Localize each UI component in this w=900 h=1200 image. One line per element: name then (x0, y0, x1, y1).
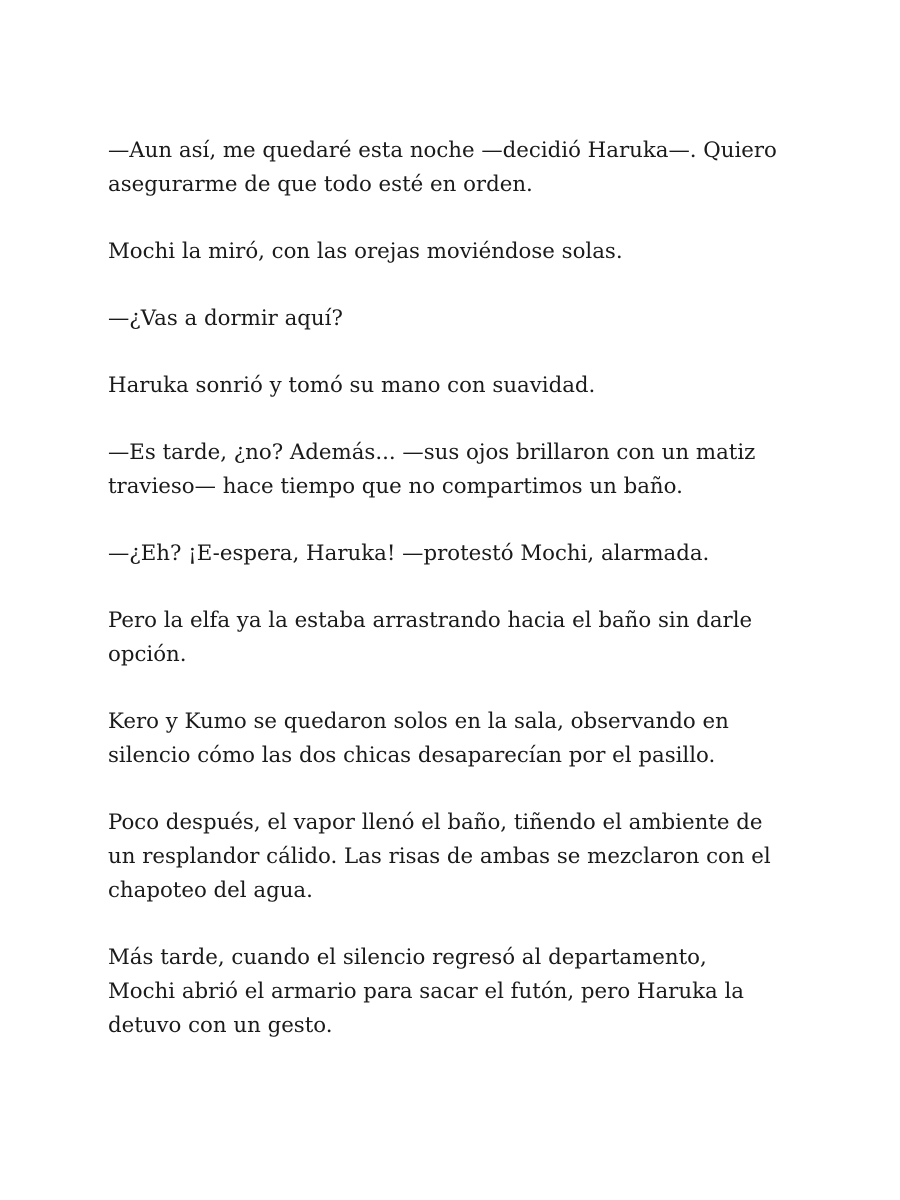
paragraph: —¿Eh? ¡E-espera, Haruka! —protestó Mochi, alarmada. (108, 541, 710, 566)
paragraph: —Es tarde, ¿no? Además... —sus ojos brillaron con un matiz travieso— hace tiempo que no compartimos un baño. (108, 440, 756, 499)
paragraph: —¿Vas a dormir aquí? (108, 306, 343, 331)
paragraph: Poco después, el vapor llenó el baño, tiñendo el ambiente de un resplandor cálido. Las risas de ambas se mezclaron con el chapoteo del agua. (108, 810, 771, 903)
paragraph: Pero la elfa ya la estaba arrastrando hacia el baño sin darle opción. (108, 608, 753, 667)
paragraph: Haruka sonrió y tomó su mano con suavidad. (108, 373, 596, 398)
paragraph: Mochi la miró, con las orejas moviéndose solas. (108, 239, 623, 264)
document-body (108, 134, 808, 1076)
paragraph: Más tarde, cuando el silencio regresó al departamento, Mochi abrió el armario para sacar el futón, pero Haruka la detuvo con un gesto. (108, 945, 744, 1038)
paragraph: —Aun así, me quedaré esta noche —decidió Haruka—. Quiero asegurarme de que todo esté en orden. (108, 138, 777, 197)
paragraph: Kero y Kumo se quedaron solos en la sala, observando en silencio cómo las dos chicas desaparecían por el pasillo. (108, 709, 729, 768)
